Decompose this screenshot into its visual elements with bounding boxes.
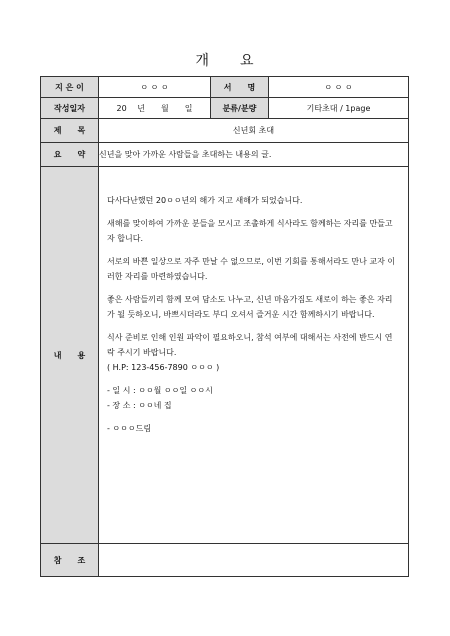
reference-value[interactable] <box>99 544 409 577</box>
category-value[interactable]: 기타초대 / 1page <box>269 98 409 119</box>
subject-value[interactable]: 신년회 초대 <box>99 119 409 143</box>
summary-value[interactable]: 신년을 맞아 가까운 사람들을 초대하는 내용의 글. <box>99 143 409 167</box>
author-value[interactable]: ㅇ ㅇ ㅇ <box>99 77 211 98</box>
content-body[interactable] <box>99 167 409 544</box>
event-date-line: - 일 시 : ㅇㅇ월 ㅇㅇ일 ㅇㅇ시 <box>107 386 213 395</box>
document-title: 개 요 <box>195 53 255 69</box>
reference-label: 참 조 <box>41 544 99 577</box>
content-paragraph: 새해를 맞이하여 가까운 분들을 모시고 조촐하게 식사라도 함께하는 자리를 만들고자 합니다. <box>107 219 393 243</box>
reference-row <box>41 544 409 577</box>
date-value[interactable]: 20 년 월 일 <box>99 98 211 119</box>
summary-row <box>41 143 409 167</box>
overview-form-table <box>40 76 409 577</box>
signature-label: 서 명 <box>211 77 269 98</box>
subject-label: 제 목 <box>41 119 99 143</box>
subject-row <box>41 119 409 143</box>
category-label: 분류/분량 <box>211 98 269 119</box>
content-paragraph: 서로의 바쁜 일상으로 자주 만날 수 없으므로, 이번 기회를 통해서라도 만나 교자 이러한 자리를 마련하였습니다. <box>107 257 396 281</box>
author-row <box>41 77 409 98</box>
contact-line: ( H.P: 123-456-7890 ㅇㅇㅇ ) <box>107 363 220 372</box>
summary-label: 요 약 <box>41 143 99 167</box>
content-paragraph: 다사다난했던 20ㅇㅇ년의 해가 지고 새해가 되었습니다. <box>107 196 303 205</box>
date-row <box>41 98 409 119</box>
date-label: 작성일자 <box>41 98 99 119</box>
content-paragraph: 식사 준비로 인해 인원 파악이 필요하오니, 참석 여부에 대해서는 사전에 반드시 연락 주시기 바랍니다. <box>107 333 393 357</box>
content-label: 내 용 <box>41 167 99 544</box>
event-place-line: - 장 소 : ㅇㅇ네 집 <box>107 401 172 410</box>
sign-off-line: - ㅇㅇㅇ드림 <box>107 424 152 433</box>
signature-value[interactable]: ㅇ ㅇ ㅇ <box>269 77 409 98</box>
content-paragraph: 좋은 사람들끼리 함께 모여 담소도 나누고, 신년 마음가짐도 새로이 하는 좋은 자리가 될 듯하오니, 바쁘시더라도 부디 오셔서 즐거운 시간 함께하시기 바랍니다. <box>107 295 393 319</box>
content-row <box>41 167 409 544</box>
author-label: 지 은 이 <box>41 77 99 98</box>
